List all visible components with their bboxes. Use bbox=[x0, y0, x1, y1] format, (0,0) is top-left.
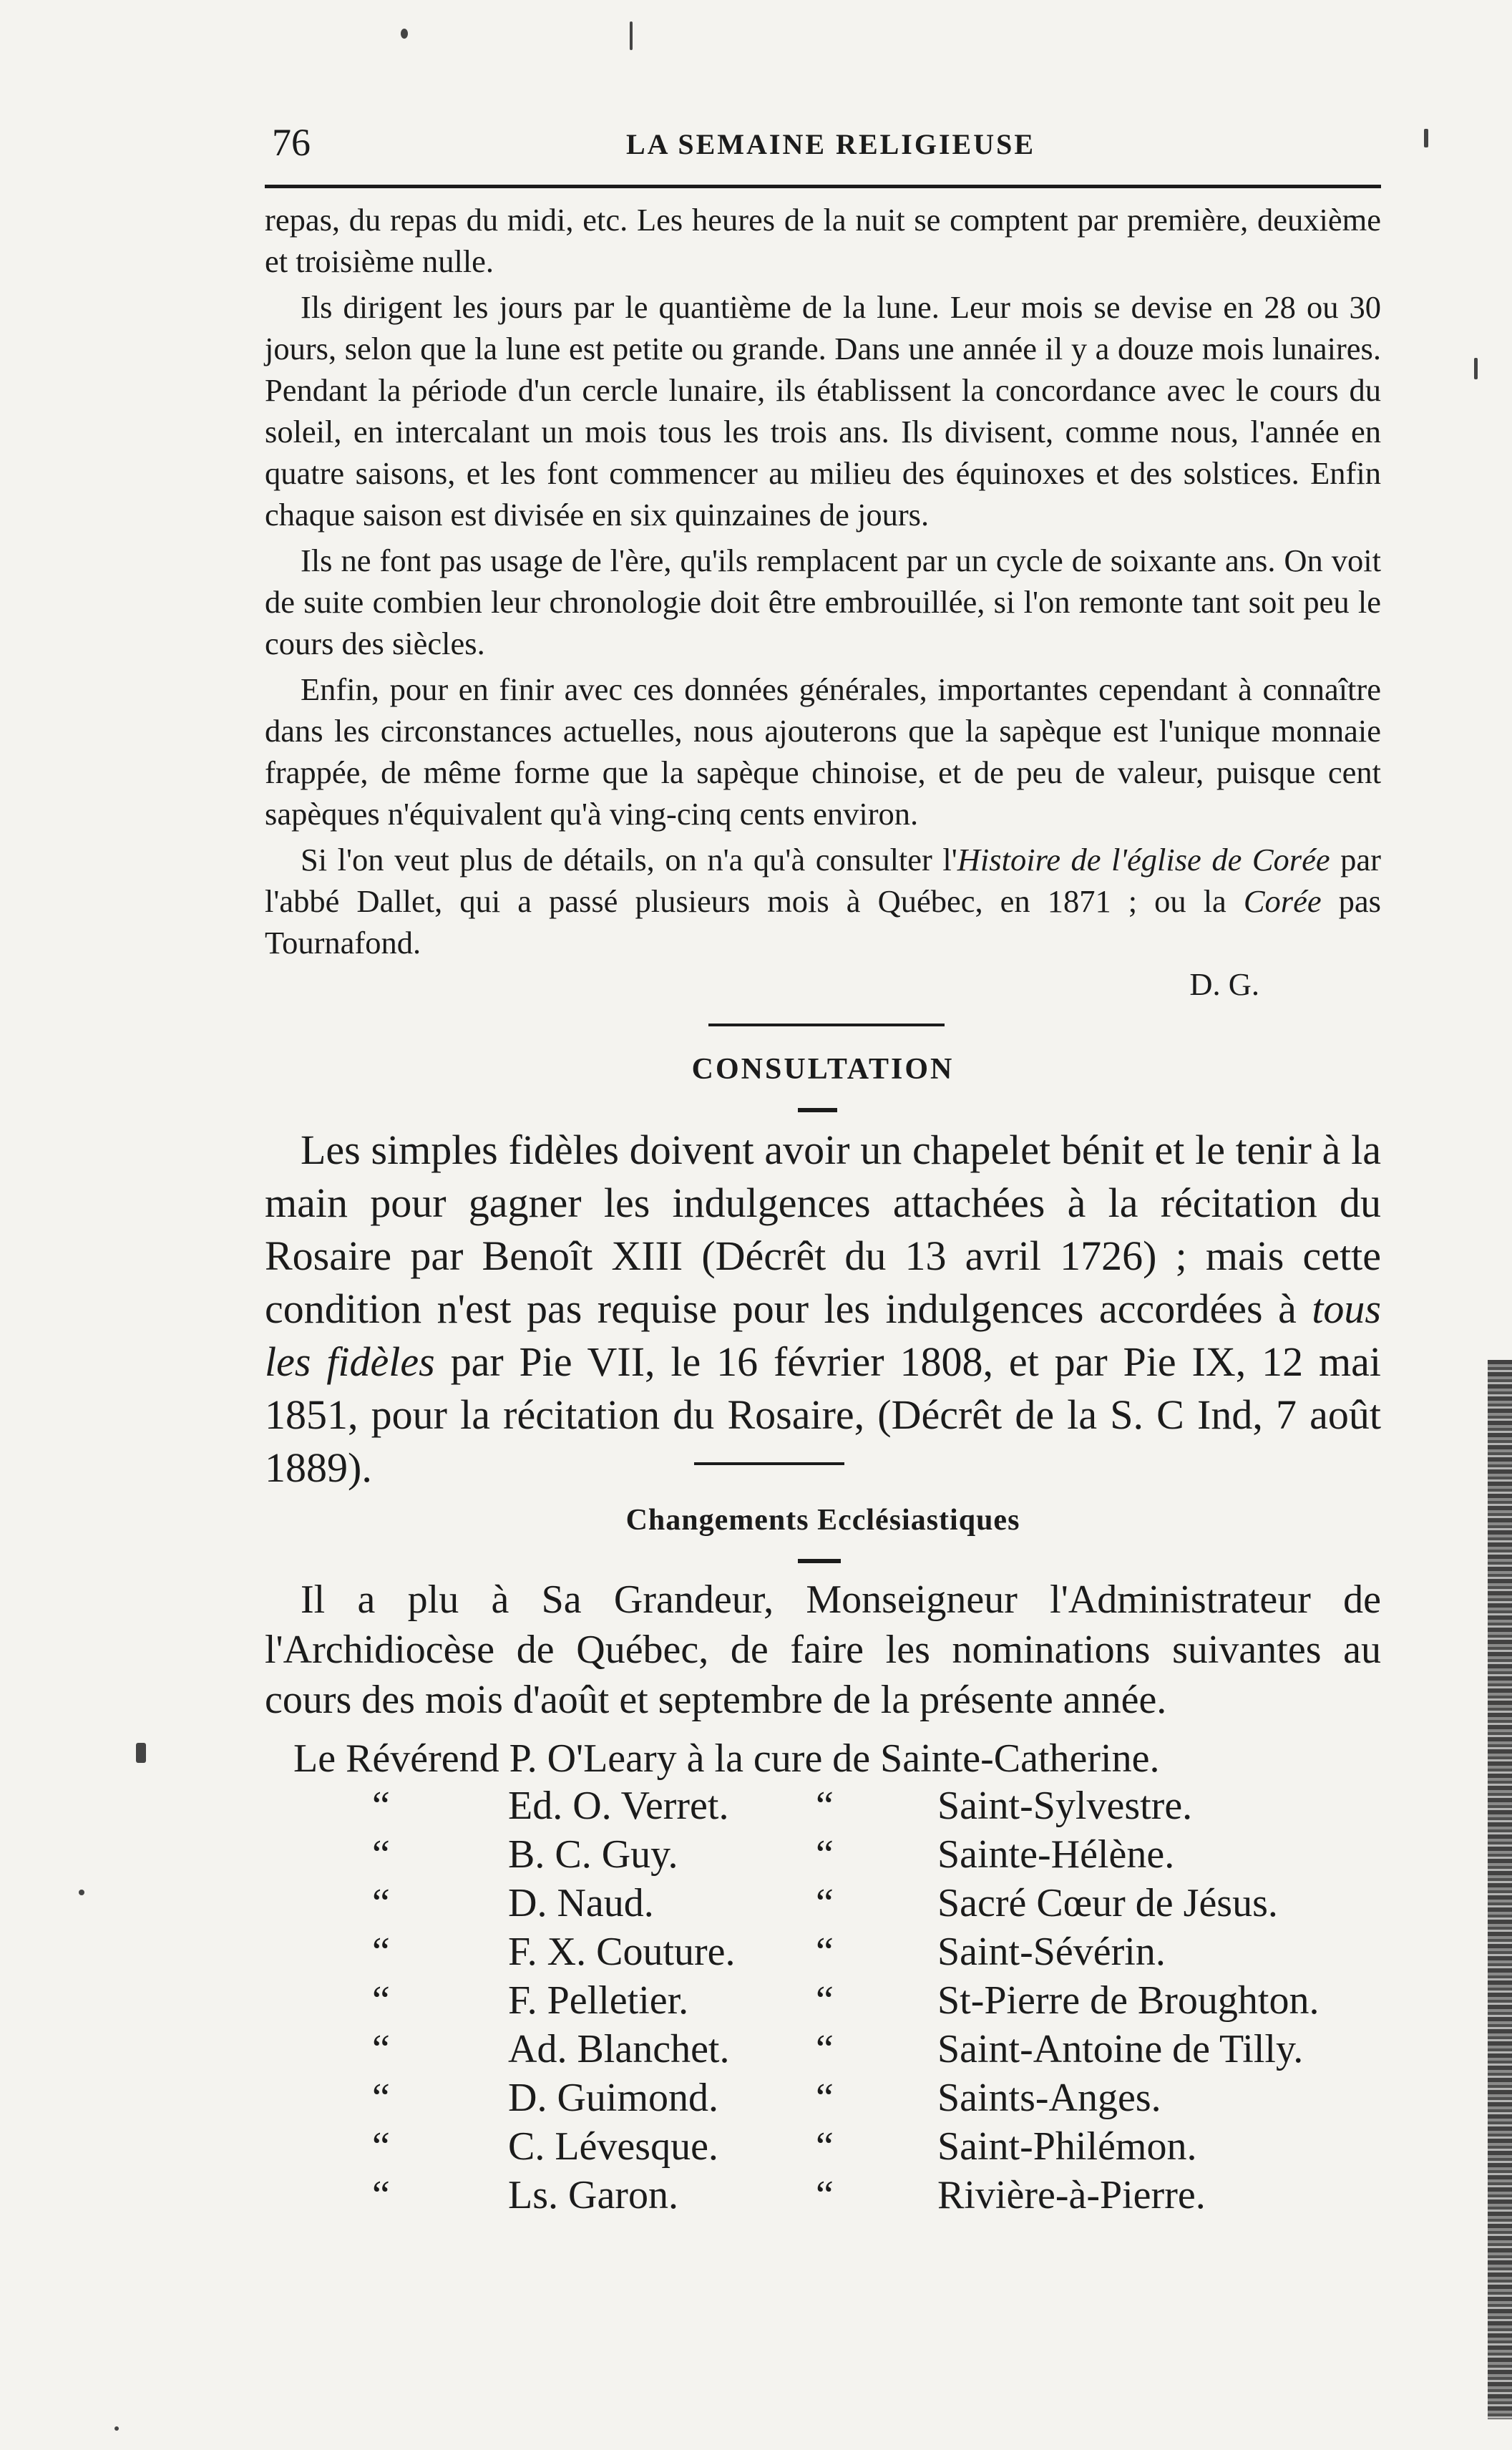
ditto-mark: “ bbox=[816, 2173, 834, 2217]
separator-rule bbox=[694, 1462, 844, 1465]
priest-name: B. C. Guy. bbox=[508, 1832, 678, 1877]
ditto-mark: “ bbox=[372, 1881, 390, 1925]
parish-name: Saint-Sévérin. bbox=[937, 1930, 1166, 1974]
ditto-mark: “ bbox=[816, 1832, 834, 1877]
article-continuation bbox=[265, 199, 1381, 1005]
nomination-row bbox=[265, 2124, 1381, 2172]
ditto-mark: “ bbox=[816, 1881, 834, 1925]
parish-name: Sacré Cœur de Jésus. bbox=[937, 1881, 1278, 1925]
priest-name: Ad. Blanchet. bbox=[508, 2027, 730, 2071]
separator-rule bbox=[708, 1024, 945, 1026]
nomination-first: Le Révérend P. O'Leary à la cure de Sainte-Catherine. bbox=[293, 1736, 1160, 1781]
priest-name: F. X. Couture. bbox=[508, 1930, 736, 1974]
scan-speck bbox=[136, 1743, 146, 1763]
changes-intro bbox=[265, 1575, 1381, 1725]
ditto-mark: “ bbox=[816, 1930, 834, 1974]
priest-name: Ls. Garon. bbox=[508, 2173, 678, 2217]
nomination-row bbox=[265, 1832, 1381, 1880]
section-heading-changes: Changements Ecclésiastiques bbox=[625, 1504, 1020, 1537]
author-signature: D. G. bbox=[1189, 966, 1259, 1002]
priest-name: Ed. O. Verret. bbox=[508, 1784, 729, 1828]
parish-name: Rivière-à-Pierre. bbox=[937, 2173, 1206, 2217]
paragraph: Ils dirigent les jours par le quantième de la lune. Leur mois se devise en 28 ou 30 jours, selon que la lune est petite ou grande. Dans une année il y a douze mois lunaires. Pendant la période d'un cercle lunaire, ils établissent la concordance avec le cours du soleil, en intercalant un mois tous les trois ans. Ils divisent, comme nous, l'année en quatre saisons, et les font commencer au milieu des équinoxes et des solstices. Enfin chaque saison est divisée en six quinzaines de jours. bbox=[265, 289, 1381, 533]
priest-name: F. Pelletier. bbox=[508, 1978, 689, 2023]
scan-speck bbox=[401, 29, 408, 39]
paragraph: Il a plu à Sa Grandeur, Monseigneur l'Administrateur de l'Archidiocèse de Québec, de faire les nominations suivantes au cours des mois d'août et septembre de la présente année. bbox=[265, 1578, 1381, 1722]
page-number: 76 bbox=[272, 121, 311, 164]
nomination-row bbox=[265, 2172, 1381, 2221]
nomination-row bbox=[265, 2075, 1381, 2124]
scan-speck bbox=[1474, 358, 1478, 379]
scan-speck bbox=[1424, 129, 1428, 147]
consultation-text bbox=[265, 1124, 1381, 1494]
parish-name: Saints-Anges. bbox=[937, 2076, 1161, 2120]
scan-speck bbox=[79, 1890, 84, 1895]
ditto-mark: “ bbox=[372, 2076, 390, 2120]
nominations-list bbox=[265, 1736, 1381, 2221]
heading-dash bbox=[798, 1108, 837, 1112]
scan-speck bbox=[630, 21, 633, 50]
parish-name: Sainte-Hélène. bbox=[937, 1832, 1175, 1877]
ditto-mark: “ bbox=[816, 2124, 834, 2169]
ditto-mark: “ bbox=[372, 1978, 390, 2023]
priest-name: C. Lévesque. bbox=[508, 2124, 718, 2169]
nomination-rows bbox=[265, 1783, 1381, 2221]
ditto-mark: “ bbox=[372, 2027, 390, 2071]
parish-name: St-Pierre de Broughton. bbox=[937, 1978, 1320, 2023]
ditto-mark: “ bbox=[372, 1784, 390, 1828]
scan-speck bbox=[114, 2426, 119, 2431]
parish-name: Saint-Philémon. bbox=[937, 2124, 1197, 2169]
paragraph: repas, du repas du midi, etc. Les heures de la nuit se comptent par première, deuxième et troisième nulle. bbox=[265, 202, 1381, 279]
nomination-row bbox=[265, 1929, 1381, 1978]
running-head: LA SEMAINE RELIGIEUSE bbox=[626, 128, 1036, 160]
section-heading-consultation: CONSULTATION bbox=[691, 1053, 955, 1086]
ditto-mark: “ bbox=[816, 2027, 834, 2071]
ditto-mark: “ bbox=[372, 2173, 390, 2217]
nomination-row bbox=[265, 2026, 1381, 2075]
parish-name: Saint-Antoine de Tilly. bbox=[937, 2027, 1304, 2071]
paragraph: Enfin, pour en finir avec ces données générales, importantes cependant à connaître dans les circonstances actuelles, nous ajouterons que la sapèque est l'unique monnaie frappée, de même forme que la sapèque chinoise, et de peu de valeur, puisque cent sapèques n'équivalent qu'à ving-cinq cents environ. bbox=[265, 671, 1381, 832]
nomination-row bbox=[265, 1783, 1381, 1832]
paragraph: Les simples fidèles doivent avoir un chapelet bénit et le tenir à la main pour gagner les indulgences attachées à la récitation du Rosaire par Benoît XIII (Décrêt du 13 avril 1726) ; mais cette condition n'est pas requise pour les indulgences accordées à tous les fidèles par Pie VII, le 16 février 1808, et par Pie IX, 12 mai 1851, pour la récitation du Rosaire, (Décrêt de la S. C Ind, 7 août 1889). bbox=[265, 1127, 1381, 1491]
page-header bbox=[265, 107, 1381, 165]
ditto-mark: “ bbox=[816, 1978, 834, 2023]
nomination-row bbox=[265, 1978, 1381, 2026]
paragraph: Si l'on veut plus de détails, on n'a qu'à consulter l'Histoire de l'église de Corée par l'abbé Dallet, qui a passé plusieurs mois à Québec, en 1871 ; ou la Corée pas Tournafond. bbox=[265, 842, 1381, 961]
nomination-row bbox=[265, 1880, 1381, 1929]
header-rule bbox=[265, 185, 1381, 188]
scan-edge-shadow bbox=[1488, 1360, 1512, 2419]
paragraph: Ils ne font pas usage de l'ère, qu'ils remplacent par un cycle de soixante ans. On voit de suite combien leur chronologie doit être embrouillée, si l'on remonte tant soit peu le cours des siècles. bbox=[265, 543, 1381, 661]
ditto-mark: “ bbox=[816, 2076, 834, 2120]
priest-name: D. Guimond. bbox=[508, 2076, 718, 2120]
priest-name: D. Naud. bbox=[508, 1881, 654, 1925]
ditto-mark: “ bbox=[372, 2124, 390, 2169]
ditto-mark: “ bbox=[372, 1930, 390, 1974]
ditto-mark: “ bbox=[372, 1832, 390, 1877]
parish-name: Saint-Sylvestre. bbox=[937, 1784, 1193, 1828]
ditto-mark: “ bbox=[816, 1784, 834, 1828]
heading-dash bbox=[798, 1559, 841, 1563]
